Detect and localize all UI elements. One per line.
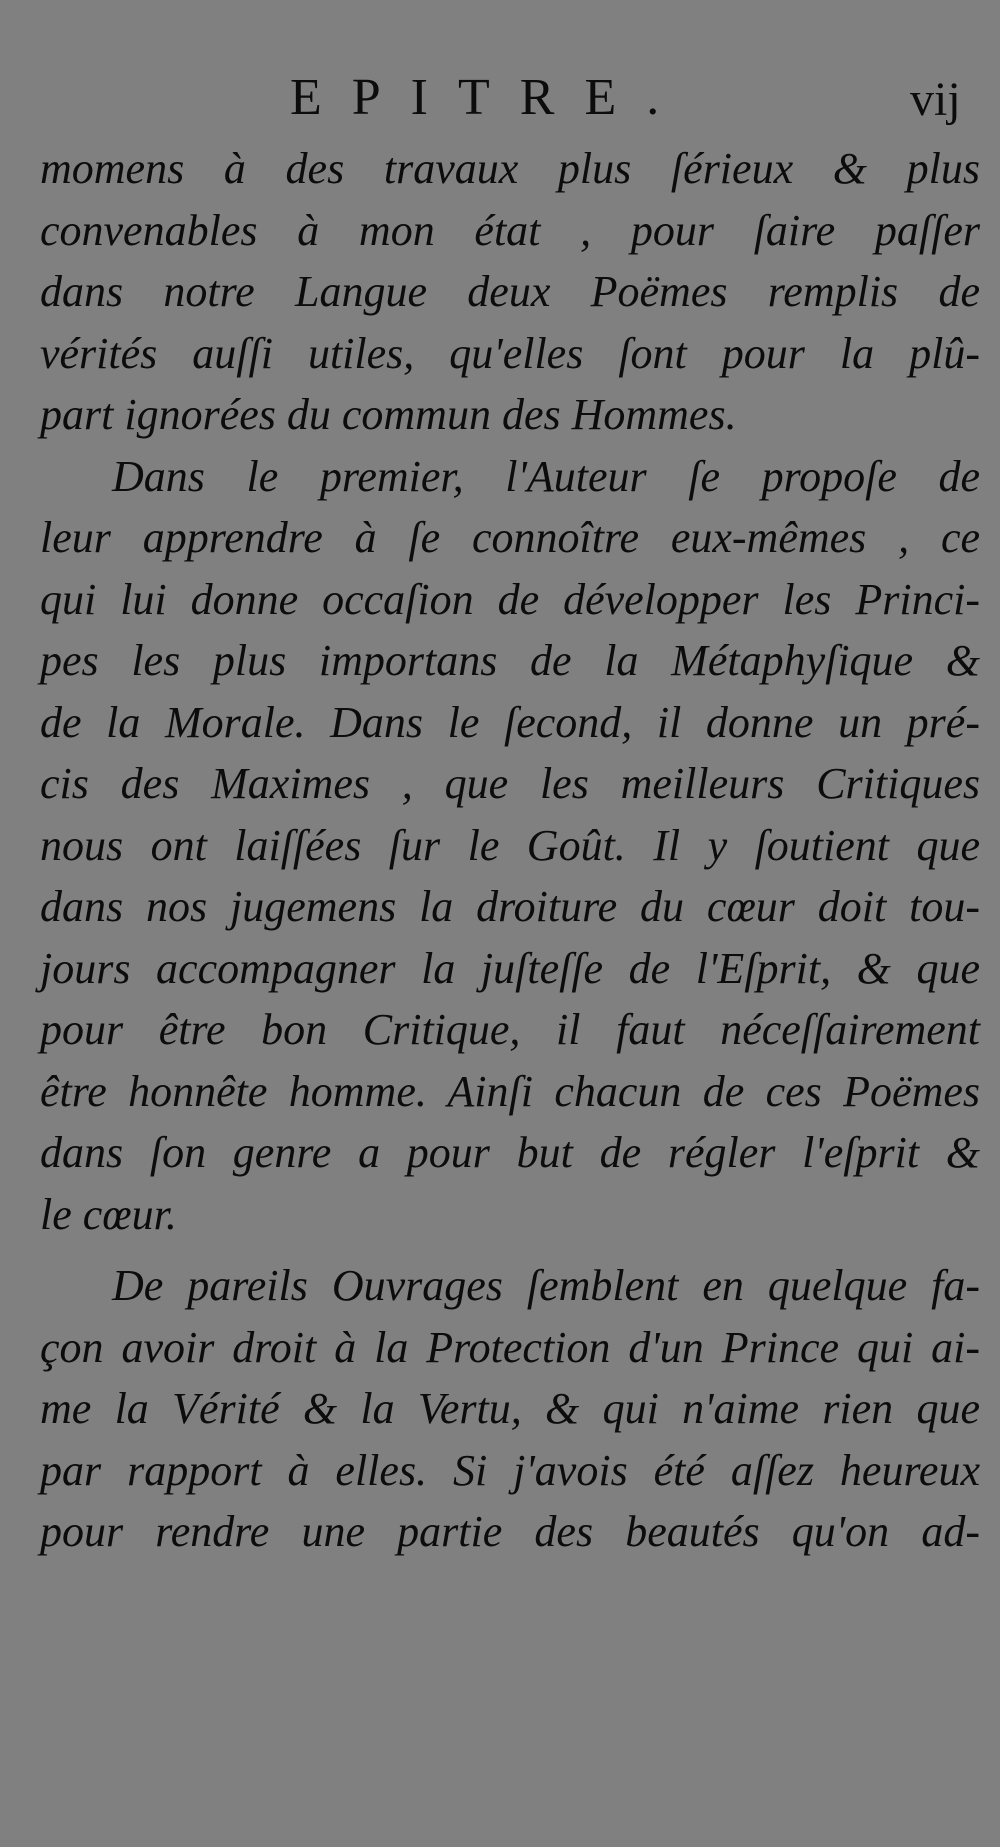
text-line: par rapport à elles. Si j'avois été aſſez heureux: [40, 1445, 980, 1495]
text-line: de la Morale. Dans le ſecond, il donne un pré-: [40, 697, 980, 747]
text-line: part ignorées du commun des Hommes.: [40, 390, 737, 439]
text-line: vérités auſſi utiles, qu'elles ſont pour la plû-: [40, 328, 980, 378]
paragraph-1: [40, 138, 980, 446]
body-text: [40, 138, 980, 1563]
text-line: pes les plus importans de la Métaphyſique &: [40, 636, 980, 685]
paragraph-2: [40, 446, 980, 1246]
text-line: Dans le premier, l'Auteur ſe propoſe de: [112, 451, 980, 501]
text-line: pour rendre une partie des beautés qu'on ad-: [40, 1507, 980, 1556]
text-line: convenables à mon état , pour ſaire paſſer: [40, 205, 980, 255]
text-line: qui lui donne occaſion de développer les Princi-: [40, 574, 980, 624]
text-line: être honnête homme. Ainſi chacun de ces Poëmes: [40, 1066, 980, 1116]
text-line: cis des Maximes , que les meilleurs Critiques: [40, 759, 980, 808]
text-line: le cœur.: [40, 1189, 177, 1239]
text-line: pour être bon Critique, il faut néceſſairement: [40, 1005, 980, 1054]
text-line: leur apprendre à ſe connoître eux-mêmes , ce: [40, 513, 980, 562]
text-line: çon avoir droit à la Protection d'un Prince qui ai-: [40, 1322, 980, 1372]
text-line: me la Vérité & la Vertu, & qui n'aime rien que: [40, 1384, 980, 1433]
text-line: dans nos jugemens la droiture du cœur doit tou-: [40, 882, 980, 931]
text-line: dans notre Langue deux Poëmes remplis de: [40, 267, 980, 316]
text-line: De pareils Ouvrages ſemblent en quelque fa-: [112, 1261, 980, 1310]
running-title: EPITRE.: [290, 69, 690, 126]
text-line: momens à des travaux plus ſérieux & plus: [40, 144, 980, 193]
paragraph-3: [40, 1255, 980, 1563]
text-line: dans ſon genre a pour but de régler l'eſprit &: [40, 1128, 980, 1177]
page-number: vij: [910, 73, 961, 126]
text-line: nous ont laiſſées ſur le Goût. Il y ſoutient que: [40, 820, 980, 870]
text-line: jours accompagner la juſteſſe de l'Eſprit, & que: [40, 943, 980, 993]
